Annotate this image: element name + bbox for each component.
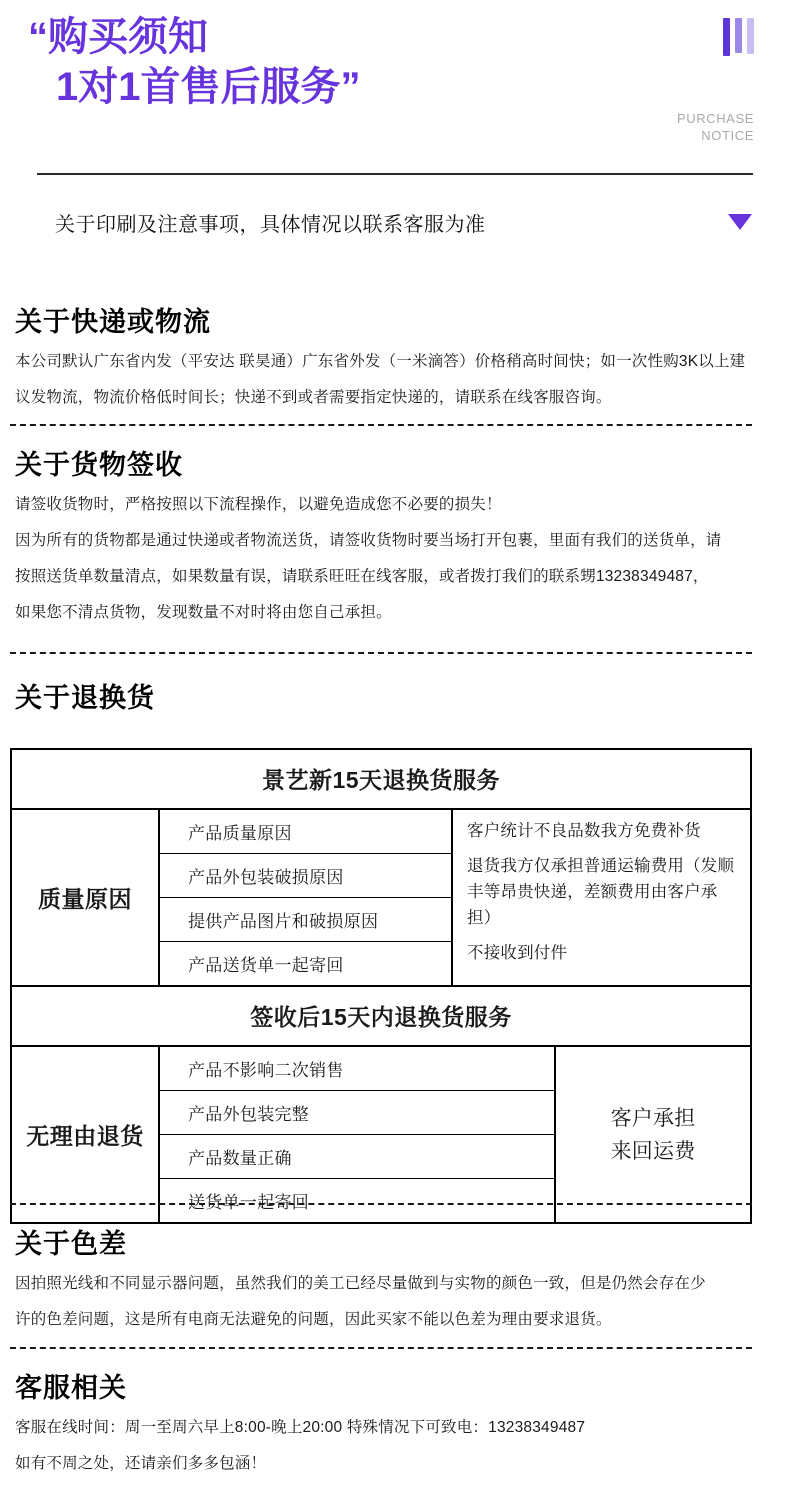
section-shipping-title: 关于快递或物流 bbox=[15, 307, 211, 337]
section-receiving-title: 关于货物签收 bbox=[15, 450, 183, 480]
subtitle-text: 关于印刷及注意事项，具体情况以联系客服为准 bbox=[55, 213, 486, 236]
table-cell: 产品外包装完整 bbox=[160, 1091, 554, 1135]
section-returns-title: 关于退换货 bbox=[15, 683, 155, 713]
section-customer-service-p2: 如有不周之处，还请亲们多多包涵！ bbox=[15, 1455, 267, 1472]
section-shipping-p2: 议发物流，物流价格低时间长；快递不到或者需要指定快递的，请联系在线客服咨询。 bbox=[15, 389, 612, 406]
section-receiving-p4: 如果您不清点货物，发现数量不对时将由您自己承担。 bbox=[15, 604, 392, 621]
section-receiving bbox=[10, 443, 752, 634]
divider-after-color-difference bbox=[10, 1347, 752, 1349]
table-cell: 产品不影响二次销售 bbox=[160, 1047, 554, 1091]
table-cell: 不接收到付件 bbox=[467, 944, 568, 962]
section-receiving-p2: 因为所有的货物都是通过快递或者物流送货，请签收货物时要当场打开包裹，里面有我们的送货单，请 bbox=[15, 532, 722, 549]
bar-2-icon bbox=[735, 18, 742, 53]
chevron-down-icon[interactable] bbox=[728, 214, 752, 230]
section-receiving-p1: 请签收货物时，严格按照以下流程操作，以避免造成您不必要的损失！ bbox=[15, 496, 502, 513]
section-shipping-p1: 本公司默认广东省内发（平安达 联昊通）广东省外发（一米滴答）价格稍高时间快；如一次性购3K以上建 bbox=[15, 353, 746, 370]
section-customer-service-p1: 客服在线时间：周一至周六早上8:00-晚上20:00 特殊情况下可致电：13238349487 bbox=[15, 1419, 586, 1436]
header-english-label bbox=[677, 110, 754, 144]
table-cell: 退货我方仅承担普通运输费用（发顺丰等昂贵快递，差额费用由客户承担） bbox=[467, 857, 735, 927]
table-policies-quality bbox=[453, 810, 750, 985]
table-row-label-noreason: 无理由退货 bbox=[12, 1047, 160, 1222]
section-customer-service-body bbox=[10, 1413, 752, 1479]
section-returns bbox=[10, 676, 752, 723]
subtitle-row[interactable] bbox=[0, 196, 790, 248]
table-policy-noreason bbox=[556, 1047, 750, 1222]
table-row-label-quality: 质量原因 bbox=[12, 810, 160, 985]
table-cell: 产品送货单一起寄回 bbox=[188, 956, 344, 975]
table-cell: 产品外包装破损原因 bbox=[160, 854, 451, 898]
table-cell: 客户统计不良品数我方免费补货 bbox=[467, 822, 701, 840]
table-cell: 提供产品图片和破损原因 bbox=[160, 898, 451, 942]
table-conditions-quality bbox=[160, 810, 453, 985]
page-header bbox=[0, 0, 790, 160]
page-title bbox=[28, 12, 361, 112]
table-cell: 客户承担 bbox=[610, 1106, 696, 1130]
section-receiving-p3: 按照送货单数量清点，如果数量有误，请联系旺旺在线客服，或者拨打我们的联系甥13238349487， bbox=[15, 568, 709, 585]
page-title-line2: 1对1首售后服务” bbox=[56, 65, 361, 109]
section-color-difference-body bbox=[10, 1269, 752, 1335]
section-customer-service bbox=[10, 1366, 752, 1485]
section-receiving-body bbox=[10, 490, 752, 628]
divider-after-returns bbox=[10, 1203, 752, 1205]
section-shipping-body bbox=[10, 347, 752, 413]
section-color-difference-p1: 因拍照光线和不同显示器问题，虽然我们的美工已经尽量做到与实物的颜色一致，但是仍然会存在少 bbox=[15, 1275, 706, 1292]
header-divider bbox=[37, 173, 753, 175]
table-group-noreason bbox=[12, 1047, 750, 1222]
table-band-1: 景艺新15天退换货服务 bbox=[12, 750, 750, 810]
table-group-quality bbox=[12, 810, 750, 987]
table-conditions-noreason bbox=[160, 1047, 556, 1222]
section-color-difference-p2: 许的色差问题，这是所有电商无法避免的问题，因此买家不能以色差为理由要求退货。 bbox=[15, 1311, 612, 1328]
header-english-line1: PURCHASE bbox=[676, 111, 754, 126]
returns-policy-table bbox=[10, 748, 752, 1224]
header-english-line2: NOTICE bbox=[701, 128, 754, 143]
bars-decoration-icon bbox=[723, 18, 754, 58]
table-cell: 产品数量正确 bbox=[160, 1135, 554, 1179]
table-cell: 送货单一起寄回 bbox=[188, 1193, 310, 1212]
divider-after-receiving bbox=[10, 652, 752, 654]
bar-3-icon bbox=[747, 18, 754, 54]
bar-1-icon bbox=[723, 18, 730, 56]
divider-after-shipping bbox=[10, 424, 752, 426]
section-color-difference-title: 关于色差 bbox=[15, 1229, 127, 1259]
table-cell: 来回运费 bbox=[610, 1139, 696, 1163]
page-title-line1: “购买须知 bbox=[28, 15, 208, 59]
table-band-2: 签收后15天内退换货服务 bbox=[12, 987, 750, 1047]
section-customer-service-title: 客服相关 bbox=[15, 1373, 127, 1403]
section-color-difference bbox=[10, 1222, 752, 1341]
section-shipping bbox=[10, 300, 752, 419]
table-cell: 产品质量原因 bbox=[160, 810, 451, 854]
